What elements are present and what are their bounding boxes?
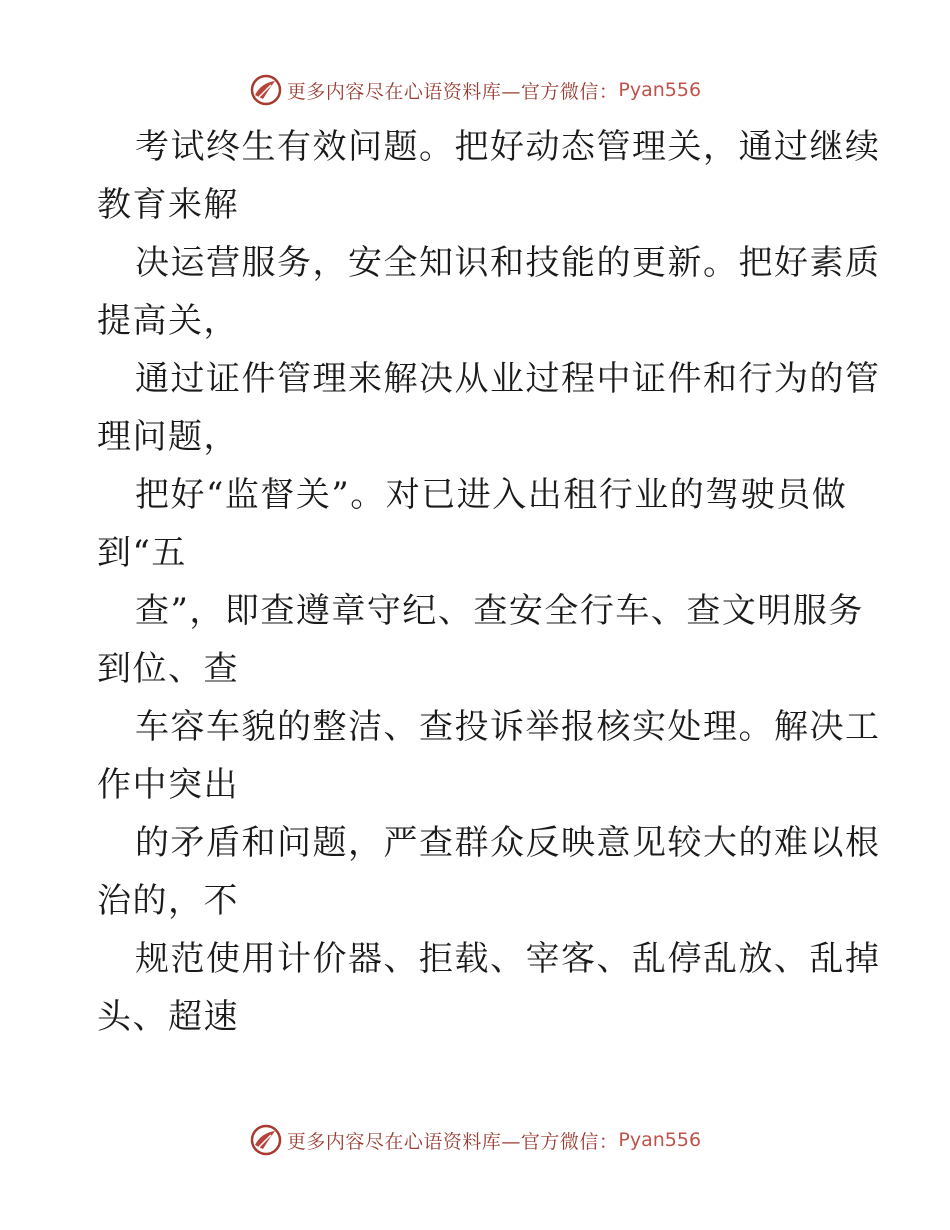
paragraph-line: 头、超速 — [97, 997, 239, 1037]
paragraph-line: 查”，即查遵章守纪、查安全行车、查文明服务 — [135, 591, 864, 631]
paragraph-line: 车容车貌的整洁、查投诉举报核实处理。解决工 — [135, 707, 881, 747]
paragraph-line: 通过证件管理来解决从业过程中证件和行为的管 — [135, 359, 881, 399]
pen-nib-logo-icon — [249, 1123, 283, 1157]
paragraph — [0, 582, 950, 698]
paragraph-line: 作中突出 — [97, 765, 239, 805]
paragraph-line: 理问题， — [97, 417, 239, 457]
paragraph — [0, 698, 950, 814]
footer-banner — [0, 1120, 950, 1160]
pen-nib-logo-icon — [249, 73, 283, 107]
footer-text: 更多内容尽在心语资料库—官方微信： — [286, 1130, 619, 1153]
paragraph-line: 提高关， — [97, 301, 239, 341]
paragraph — [0, 814, 950, 930]
header-banner — [0, 70, 950, 110]
paragraph-line: 到位、查 — [97, 649, 239, 689]
paragraph — [0, 930, 950, 1046]
header-wechat-id: Pyan556 — [618, 79, 702, 101]
paragraph — [0, 350, 950, 466]
paragraph-line: 考试终生有效问题。把好动态管理关，通过继续 — [135, 127, 881, 167]
paragraph — [0, 118, 950, 234]
paragraph-line: 教育来解 — [97, 185, 239, 225]
paragraph-line: 的矛盾和问题，严查群众反映意见较大的难以根 — [135, 823, 881, 863]
footer-wechat-id: Pyan556 — [618, 1129, 702, 1151]
paragraph — [0, 466, 950, 582]
document-body — [0, 118, 950, 1046]
paragraph-line: 决运营服务，安全知识和技能的更新。把好素质 — [135, 243, 881, 283]
paragraph-line: 治的，不 — [97, 881, 239, 921]
paragraph — [0, 234, 950, 350]
paragraph-line: 规范使用计价器、拒载、宰客、乱停乱放、乱掉 — [135, 939, 881, 979]
header-text: 更多内容尽在心语资料库—官方微信： — [286, 80, 619, 103]
paragraph-line: 到“五 — [97, 533, 187, 573]
paragraph-line: 把好“监督关”。对已进入出租行业的驾驶员做 — [135, 475, 848, 515]
